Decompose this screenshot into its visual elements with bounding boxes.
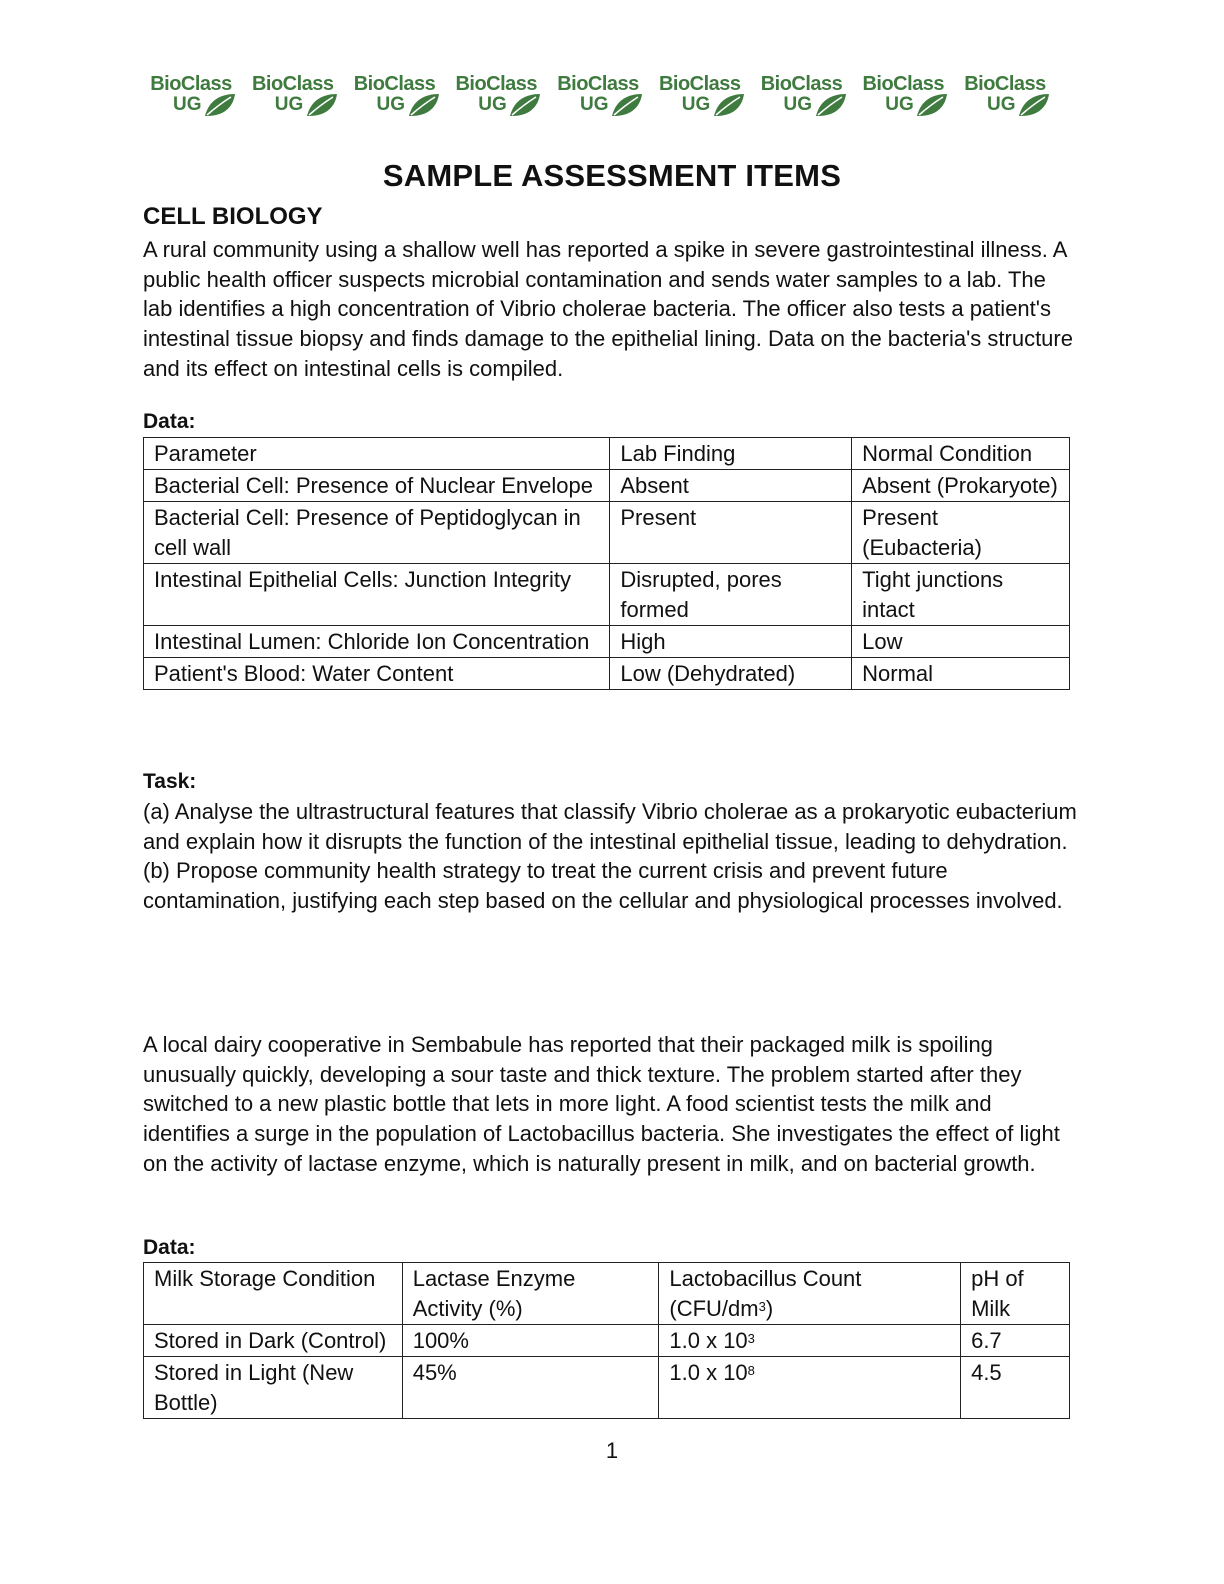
bioclass-logo: BioClass UG <box>347 72 443 122</box>
table-cell <box>659 1357 961 1419</box>
table-cell: Low (Dehydrated) <box>610 658 852 690</box>
bioclass-logo: BioClass UG <box>957 72 1053 122</box>
table-row <box>144 564 1070 626</box>
table-cell: 4.5 <box>961 1357 1070 1419</box>
data-label-1: Data: <box>143 410 196 433</box>
table-row <box>144 470 1070 502</box>
table-cell: 6.7 <box>961 1325 1070 1357</box>
superscript: 3 <box>758 1299 766 1314</box>
page-title: SAMPLE ASSESSMENT ITEMS <box>382 158 842 193</box>
table-cell: Normal Condition <box>852 438 1070 470</box>
scenario-1-text: A rural community using a shallow well has reported a spike in severe gastrointestinal illness. A public health officer suspects microbial contamination and sends water samples to a lab. The lab identifies a high concentration of Vibrio cholerae bacteria. The officer also tests a patient's intestinal tissue biopsy and finds damage to the epithelial lining. Data on the bacteria's structure and its effect on intestinal cells is compiled. <box>143 237 1073 381</box>
count-header-close: ) <box>765 1296 774 1321</box>
table-cell: Stored in Light (New Bottle) <box>144 1357 403 1419</box>
logo-strip <box>143 72 1053 122</box>
scenario-2-text: A local dairy cooperative in Sembabule has reported that their packaged milk is spoiling unusually quickly, developing a sour taste and thick texture. The problem started after they switched to a new plastic bottle that lets in more light. A food scientist tests the milk and identifies a surge in the population of Lactobacillus bacteria. She investigates the effect of light on the activity of lactase enzyme, which is naturally present in milk, and on bacterial growth. <box>143 1032 1060 1176</box>
table-cell: Tight junctions intact <box>852 564 1070 626</box>
bioclass-logo: BioClass UG <box>855 72 951 122</box>
table-cell: Lab Finding <box>610 438 852 470</box>
table-cell: Intestinal Lumen: Chloride Ion Concentration <box>144 626 610 658</box>
table-cell: Parameter <box>144 438 610 470</box>
count-value: 1.0 x 10 <box>669 1328 748 1353</box>
data-label-2: Data: <box>143 1236 196 1259</box>
table-cell: Lactase Enzyme Activity (%) <box>402 1263 659 1325</box>
leaf-icon <box>814 92 848 118</box>
table-cell: Stored in Dark (Control) <box>144 1325 403 1357</box>
table-cell: Bacterial Cell: Presence of Nuclear Envelope <box>144 470 610 502</box>
bioclass-logo: BioClass UG <box>448 72 544 122</box>
table-cell: Absent (Prokaryote) <box>852 470 1070 502</box>
task-b: (b) Propose community health strategy to treat the current crisis and prevent future contamination, justifying each step based on the cellular and physiological processes involved. <box>143 858 1063 914</box>
data-table-1 <box>143 437 1070 690</box>
task-a: (a) Analyse the ultrastructural features that classify Vibrio cholerae as a prokaryotic eubacterium and explain how it disrupts the function of the intestinal epithelial tissue, leading to dehydration. <box>143 799 1077 854</box>
leaf-icon <box>915 92 949 118</box>
data-table-2 <box>143 1262 1070 1419</box>
bioclass-logo: BioClass UG <box>652 72 748 122</box>
table-header-row <box>144 438 1070 470</box>
table-cell: 45% <box>402 1357 659 1419</box>
count-header-text: Lactobacillus Count (CFU/dm <box>669 1266 862 1321</box>
table-row <box>144 658 1070 690</box>
table-row <box>144 1357 1070 1419</box>
leaf-icon <box>610 92 644 118</box>
count-value: 1.0 x 10 <box>669 1360 748 1385</box>
table-cell: Present (Eubacteria) <box>852 502 1070 564</box>
task-list <box>143 797 1078 916</box>
table-cell: Milk Storage Condition <box>144 1263 403 1325</box>
leaf-icon <box>1017 92 1051 118</box>
scenario-2 <box>143 1030 1078 1179</box>
table-cell: Low <box>852 626 1070 658</box>
table-cell: Normal <box>852 658 1070 690</box>
leaf-icon <box>407 92 441 118</box>
leaf-icon <box>712 92 746 118</box>
table-cell: Bacterial Cell: Presence of Peptidoglycan in cell wall <box>144 502 610 564</box>
bioclass-logo: BioClass UG <box>143 72 239 122</box>
table-header-row <box>144 1263 1070 1325</box>
leaf-icon <box>203 92 237 118</box>
task-label: Task: <box>143 770 197 793</box>
table-row <box>144 626 1070 658</box>
bioclass-logo: BioClass UG <box>754 72 850 122</box>
leaf-icon <box>305 92 339 118</box>
section-heading: CELL BIOLOGY <box>143 203 323 230</box>
table-row <box>144 1325 1070 1357</box>
exponent: 8 <box>747 1363 755 1378</box>
scenario-1 <box>143 235 1078 384</box>
bioclass-logo: BioClass UG <box>245 72 341 122</box>
leaf-icon <box>508 92 542 118</box>
table-cell: Intestinal Epithelial Cells: Junction Integrity <box>144 564 610 626</box>
exponent: 3 <box>747 1331 755 1346</box>
table-cell <box>659 1263 961 1325</box>
table-row <box>144 502 1070 564</box>
table-cell: 100% <box>402 1325 659 1357</box>
page-number: 1 <box>605 1438 619 1463</box>
table-cell: High <box>610 626 852 658</box>
table-cell: Disrupted, pores formed <box>610 564 852 626</box>
table-cell <box>659 1325 961 1357</box>
table-cell: Present <box>610 502 852 564</box>
bioclass-logo: BioClass UG <box>550 72 646 122</box>
table-cell: Patient's Blood: Water Content <box>144 658 610 690</box>
table-cell: Absent <box>610 470 852 502</box>
table-cell: pH of Milk <box>961 1263 1070 1325</box>
